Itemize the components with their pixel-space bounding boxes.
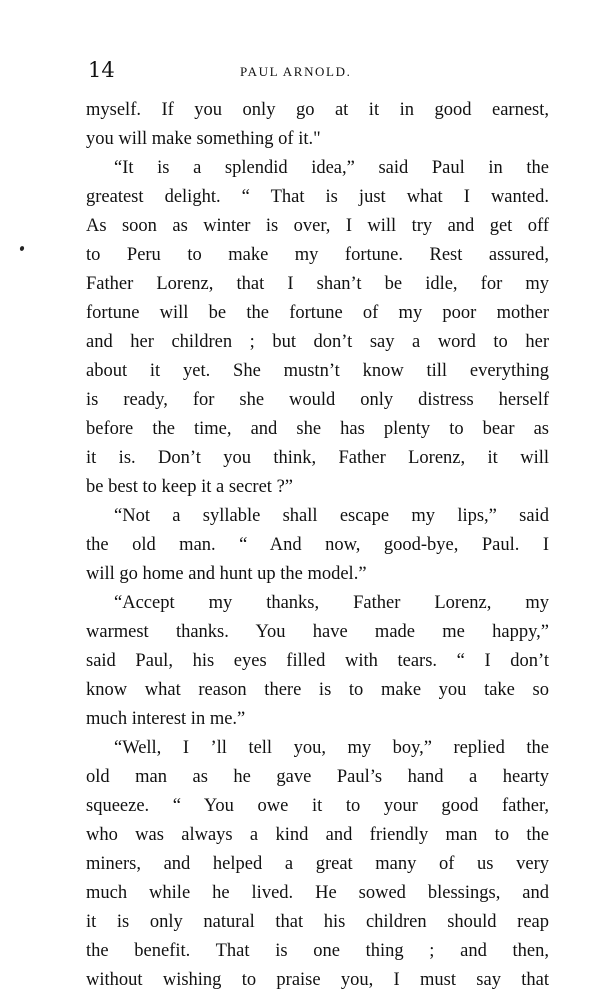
text-line: who was always a kind and friendly man to the (86, 825, 549, 845)
text-line: much while he lived. He sowed blessings, and (86, 883, 549, 903)
text-line: the old man. “ And now, good-bye, Paul. I (86, 535, 549, 555)
text-line: to Peru to make my fortune. Rest assured, (86, 245, 549, 265)
text-line: “Well, I ’ll tell you, my boy,” replied the (114, 738, 549, 758)
text-line: greatest delight. “ That is just what I wanted. (86, 187, 549, 207)
text-line: it is. Don’t you think, Father Lorenz, it will (86, 448, 549, 468)
text-line: “It is a splendid idea,” said Paul in the (114, 158, 549, 178)
text-line: much interest in me.” (86, 709, 246, 729)
text-line: and her children ; but don’t say a word to her (86, 332, 549, 352)
text-line: “Not a syllable shall escape my lips,” said (114, 506, 549, 526)
body-text (86, 96, 549, 995)
text-line: before the time, and she has plenty to bear as (86, 419, 549, 439)
text-line: you will make something of it." (86, 129, 321, 149)
page-number: 14 (88, 58, 115, 82)
text-line: said Paul, his eyes filled with tears. “ I don’t (86, 651, 549, 671)
text-line: about it yet. She mustn’t know till everything (86, 361, 549, 381)
running-head (88, 58, 548, 88)
text-line: it is only natural that his children should reap (86, 912, 549, 932)
text-line: “Accept my thanks, Father Lorenz, my (114, 593, 549, 613)
text-line: be best to keep it a secret ?” (86, 477, 293, 497)
text-line: fortune will be the fortune of my poor mother (86, 303, 549, 323)
text-line: As soon as winter is over, I will try and get off (86, 216, 549, 236)
text-line: the benefit. That is one thing ; and then, (86, 941, 549, 961)
text-line: old man as he gave Paul’s hand a hearty (86, 767, 549, 787)
text-line: will go home and hunt up the model.” (86, 564, 367, 584)
text-line: know what reason there is to make you take so (86, 680, 549, 700)
text-line: Father Lorenz, that I shan’t be idle, for my (86, 274, 549, 294)
text-line: is ready, for she would only distress herself (86, 390, 549, 410)
text-line: without wishing to praise you, I must say that (86, 970, 549, 990)
text-line: warmest thanks. You have made me happy,” (86, 622, 549, 642)
text-line: squeeze. “ You owe it to your good father, (86, 796, 549, 816)
text-line: miners, and helped a great many of us very (86, 854, 549, 874)
text-line: myself. If you only go at it in good earnest, (86, 100, 549, 120)
print-speck (19, 245, 25, 251)
running-title: PAUL ARNOLD. (240, 64, 352, 79)
